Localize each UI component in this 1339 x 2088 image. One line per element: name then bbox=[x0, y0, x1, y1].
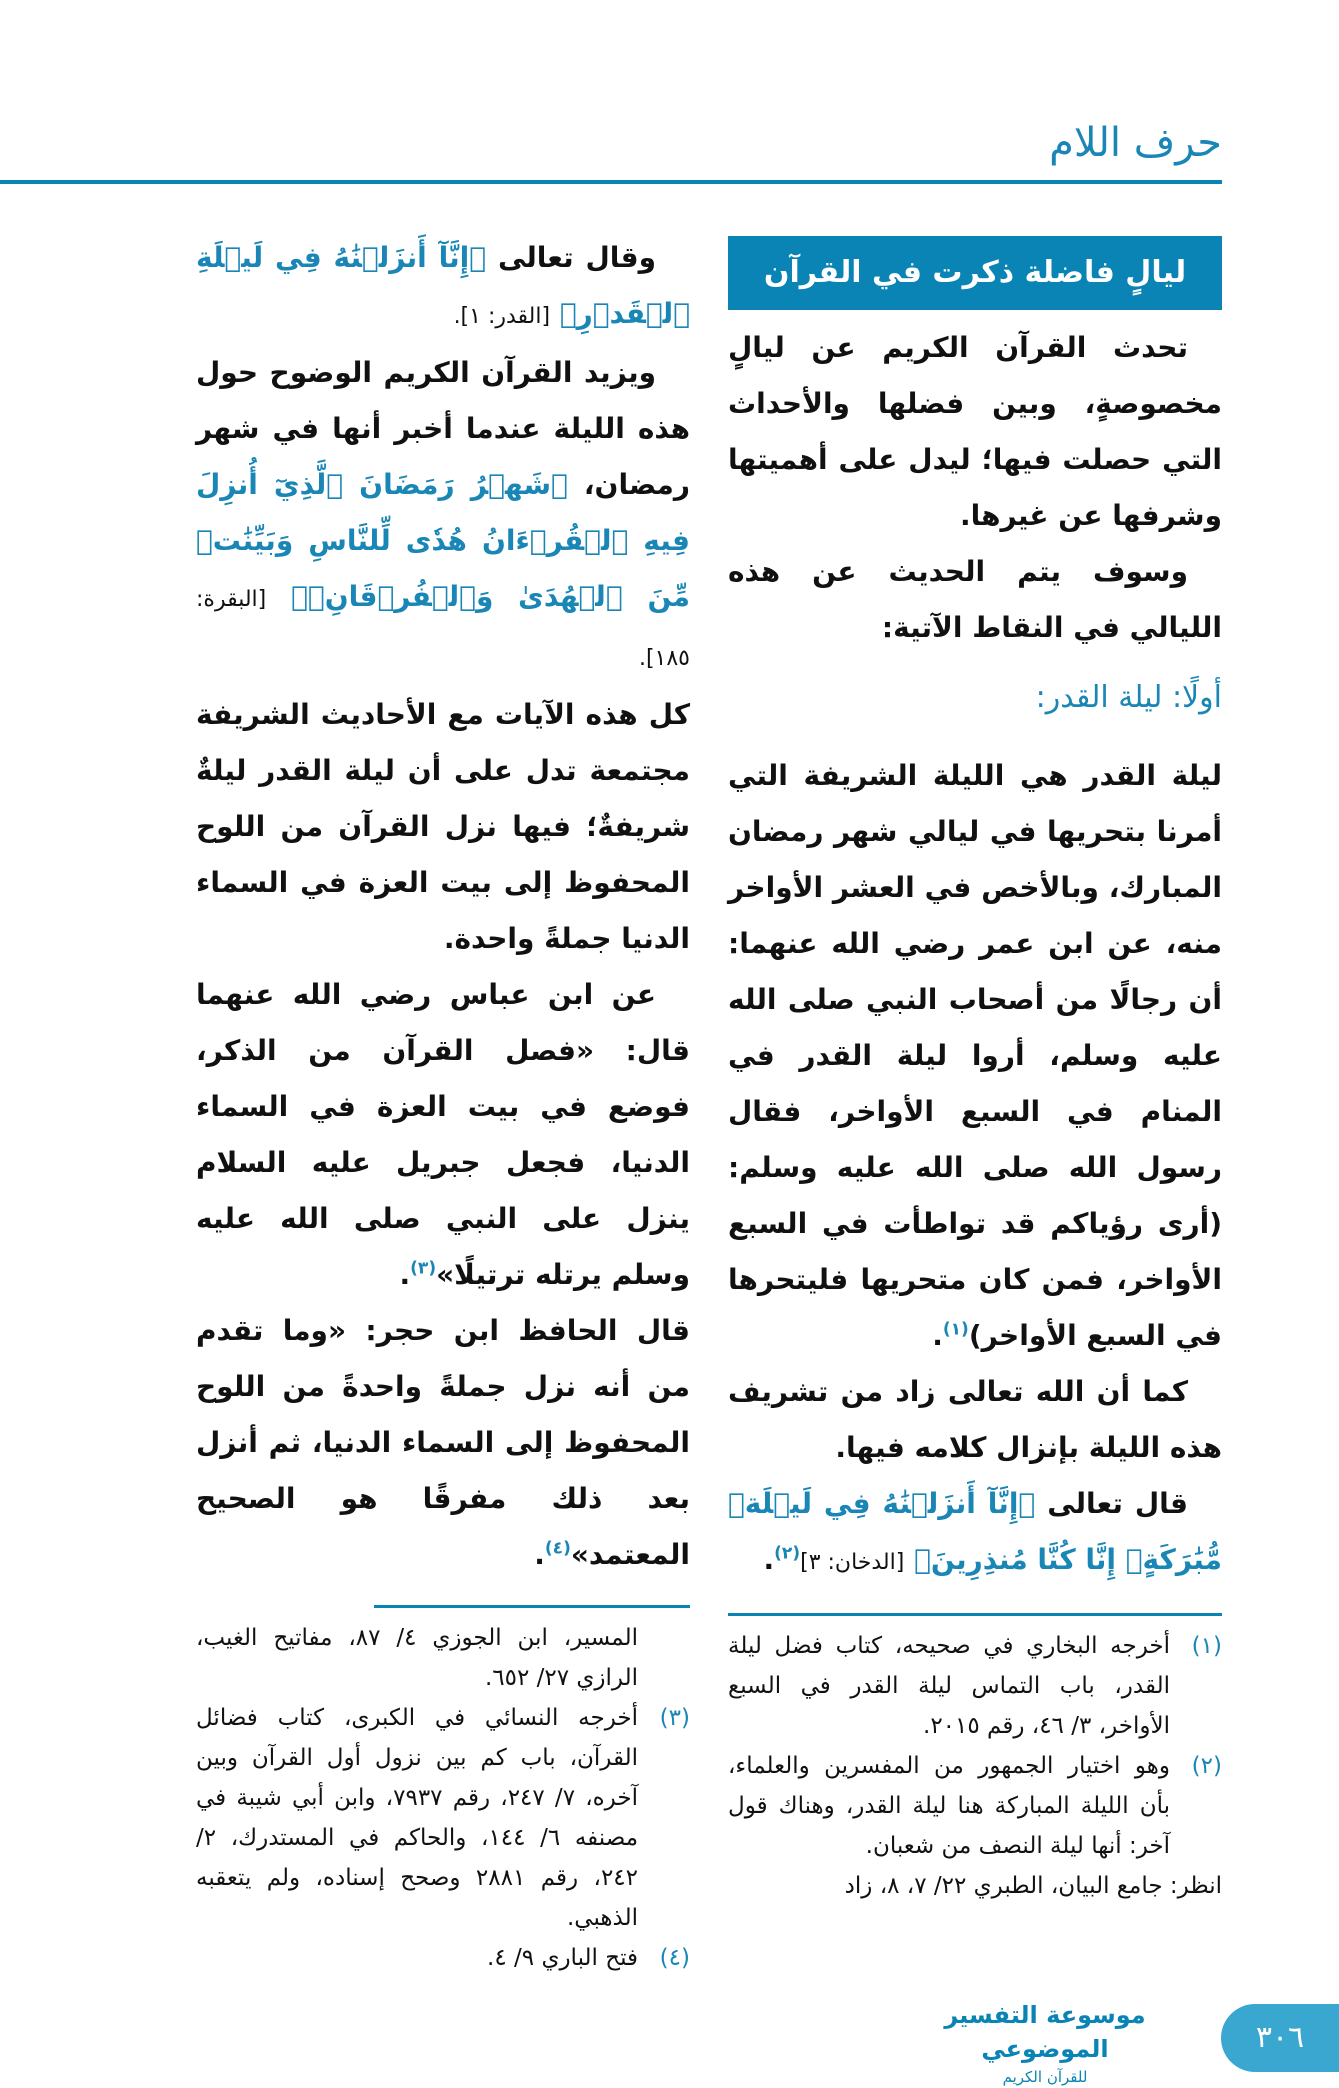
footnote-text: أخرجه النسائي في الكبرى، كتاب فضائل القرآن، باب كم بين نزول أول القرآن وبين آخره، ٧/ ٢٤٧، رقم ٧٩٣٧، وابن أبي شيبة في مصنفه ٦/ ١٤٤، والحاكم في المستدرك، ٢/ ٢٤٢، رقم ٢٨٨١ وصحح إسناده، ولم يتعقبه الذهبي. bbox=[196, 1705, 639, 1931]
footnote-ref[interactable]: (١) bbox=[942, 1319, 969, 1340]
footnote-text: وهو اختيار الجمهور من المفسرين والعلماء، بأن الليلة المباركة هنا ليلة القدر، وهناك قول آخر: أنها ليلة النصف من شعبان. bbox=[728, 1753, 1170, 1859]
paragraph: قال تعالى ﴿إِنَّآ أَنزَلۡنَٰهُ فِي لَيۡلَةٖ مُّبَٰرَكَةٍۚ إِنَّا كُنَّا مُنذِرِينَ﴾ [الدخان: ٣]$^{(٢)}$. bbox=[728, 1487, 1222, 1576]
text-columns bbox=[0, 230, 1339, 1978]
paragraph: وسوف يتم الحديث عن هذه الليالي في النقاط الآتية: bbox=[728, 555, 1222, 644]
quran-verse: ﴿إِنَّآ أَنزَلۡنَٰهُ فِي لَيۡلَةِ ٱلۡقَدۡرِ﴾ bbox=[196, 241, 690, 330]
footnote-number: (١) bbox=[1191, 1633, 1222, 1659]
footnote bbox=[728, 1866, 1222, 1906]
paragraph bbox=[196, 345, 690, 687]
footnote-number: (٢) bbox=[1191, 1753, 1222, 1779]
paragraph bbox=[196, 230, 690, 345]
verse-reference: [البقرة: ١٨٥]. bbox=[196, 587, 690, 671]
paragraph: عن ابن عباس رضي الله عنهما قال: «فصل القرآن من الذكر، فوضع في بيت العزة في السماء الدنيا، فجعل جبريل عليه السلام ينزل على النبي صلى الله عليه وسلم يرتله ترتيلًا»$^{(٣)}$. bbox=[196, 978, 690, 1291]
footnote bbox=[728, 1626, 1222, 1746]
section-title: ليالٍ فاضلة ذكرت في القرآن bbox=[728, 236, 1222, 310]
footnote-number: (٣) bbox=[659, 1705, 690, 1731]
quran-verse: ﴿شَهۡرُ رَمَضَانَ ٱلَّذِيٓ أُنزِلَ فِيهِ ٱلۡقُرۡءَانُ هُدٗى لِّلنَّاسِ وَبَيِّنَٰتٖ مِّنَ ٱلۡهُدَىٰ وَٱلۡفُرۡقَانِۚ﴾ bbox=[196, 468, 690, 613]
footnote bbox=[196, 1938, 690, 1978]
footnote-number: (٤) bbox=[659, 1945, 690, 1971]
paragraph-text: عن ابن عباس رضي الله عنهما قال: «فصل القرآن من الذكر، فوضع في بيت العزة في السماء الدنيا، فجعل جبريل عليه السلام ينزل على النبي صلى الله عليه وسلم يرتله ترتيلًا» bbox=[196, 978, 690, 1291]
hadith-quote: (أرى رؤياكم قد تواطأت في السبع الأواخر، فمن كان متحريها فليتحرها في السبع الأواخر) bbox=[728, 1207, 1222, 1352]
chapter-title: حرف اللام bbox=[1049, 120, 1222, 166]
paragraph-text: وقال تعالى bbox=[497, 241, 657, 274]
paragraph: تحدث القرآن الكريم عن ليالٍ مخصوصةٍ، وبين فضلها والأحداث التي حصلت فيها؛ ليدل على أهميتها وشرفها عن غيرها. bbox=[728, 331, 1222, 532]
footnote bbox=[196, 1618, 690, 1698]
page-footer bbox=[0, 1998, 1339, 2088]
subheading: أولًا: ليلة القدر: bbox=[1035, 680, 1222, 715]
logo-title: موسوعة التفسير الموضوعي bbox=[944, 2001, 1146, 2063]
left-column bbox=[196, 230, 690, 1978]
footnotes-left bbox=[196, 1618, 690, 1978]
footnote bbox=[196, 1698, 690, 1938]
footnote-text: انظر: جامع البيان، الطبري ٢٢/ ٧، ٨، زاد bbox=[844, 1873, 1222, 1899]
paragraph: كل هذه الآيات مع الأحاديث الشريفة مجتمعة تدل على أن ليلة القدر ليلةٌ شريفةٌ؛ فيها نزل القرآن من اللوح المحفوظ إلى بيت العزة في السماء الدنيا جملةً واحدة. bbox=[196, 698, 690, 955]
paragraph-text: قال تعالى bbox=[1047, 1487, 1188, 1520]
footnote-ref[interactable]: (٢) bbox=[774, 1543, 801, 1564]
footnotes-right bbox=[728, 1626, 1222, 1906]
paragraph: ليلة القدر هي الليلة الشريفة التي أمرنا بتحريها في ليالي شهر رمضان المبارك، وبالأخص في العشر الأواخر منه، عن ابن عمر رضي الله عنهما: أن رجالًا من أصحاب النبي صلى الله عليه وسلم، أروا ليلة القدر في المنام في السبع الأواخر، فقال رسول الله صلى الله عليه وسلم: (أرى رؤياكم قد تواطأت في السبع الأواخر، فمن كان متحريها فليتحرها في السبع الأواخر)$^{(١)}$. bbox=[728, 759, 1222, 1352]
paragraph: قال الحافظ ابن حجر: «وما تقدم من أنه نزل جملةً واحدةً من اللوح المحفوظ إلى السماء الدنيا، ثم أنزل بعد ذلك مفرقًا هو الصحيح المعتمد»$^{(٤)}$. bbox=[196, 1314, 690, 1571]
footnote-text: أخرجه البخاري في صحيحه، كتاب فضل ليلة القدر، باب التماس ليلة القدر في السبع الأواخر، ٣/ ٤٦، رقم ٢٠١٥. bbox=[728, 1633, 1170, 1739]
footnote bbox=[728, 1746, 1222, 1866]
footnote-divider bbox=[728, 1613, 1222, 1616]
header-divider bbox=[0, 180, 1222, 184]
paragraph: كما أن الله تعالى زاد من تشريف هذه الليلة بإنزال كلامه فيها. bbox=[728, 1375, 1222, 1464]
footnote-text: المسير، ابن الجوزي ٤/ ٨٧، مفاتيح الغيب، الرازي ٢٧/ ٦٥٢. bbox=[196, 1625, 638, 1691]
page-header bbox=[0, 0, 1339, 230]
encyclopedia-logo bbox=[900, 1998, 1190, 2088]
verse-reference: [القدر: ١]. bbox=[453, 304, 551, 329]
paragraph-text: قال الحافظ ابن حجر: «وما تقدم من أنه نزل جملةً واحدةً من اللوح المحفوظ إلى السماء الدنيا، ثم أنزل بعد ذلك مفرقًا هو الصحيح المعتمد» bbox=[196, 1314, 690, 1571]
footnote-ref[interactable]: (٣) bbox=[410, 1258, 437, 1279]
verse-reference: [الدخان: ٣] bbox=[800, 1550, 905, 1575]
paragraph-text: ويزيد القرآن الكريم الوضوح حول هذه الليلة عندما أخبر أنها في شهر رمضان، bbox=[196, 356, 690, 501]
footnote-text: فتح الباري ٩/ ٤. bbox=[487, 1945, 638, 1971]
paragraph-text: ليلة القدر هي الليلة الشريفة التي أمرنا بتحريها في ليالي شهر رمضان المبارك، وبالأخص في العشر الأواخر منه، عن ابن عمر رضي الله عنهما: أن رجالًا من أصحاب النبي صلى الله عليه وسلم، أروا ليلة القدر في المنام في السبع الأواخر، فقال رسول الله صلى الله عليه وسلم: bbox=[728, 759, 1222, 1184]
logo-subtitle: للقرآن الكريم bbox=[1002, 2068, 1088, 2086]
footnote-ref[interactable]: (٤) bbox=[544, 1538, 571, 1559]
footnote-divider bbox=[374, 1605, 690, 1608]
quran-verse: ﴿إِنَّآ أَنزَلۡنَٰهُ فِي لَيۡلَةٖ مُّبَٰرَكَةٍۚ إِنَّا كُنَّا مُنذِرِينَ﴾ bbox=[728, 1487, 1222, 1576]
right-column bbox=[728, 230, 1222, 1906]
page-number: ٣٠٦ bbox=[1221, 2004, 1339, 2072]
